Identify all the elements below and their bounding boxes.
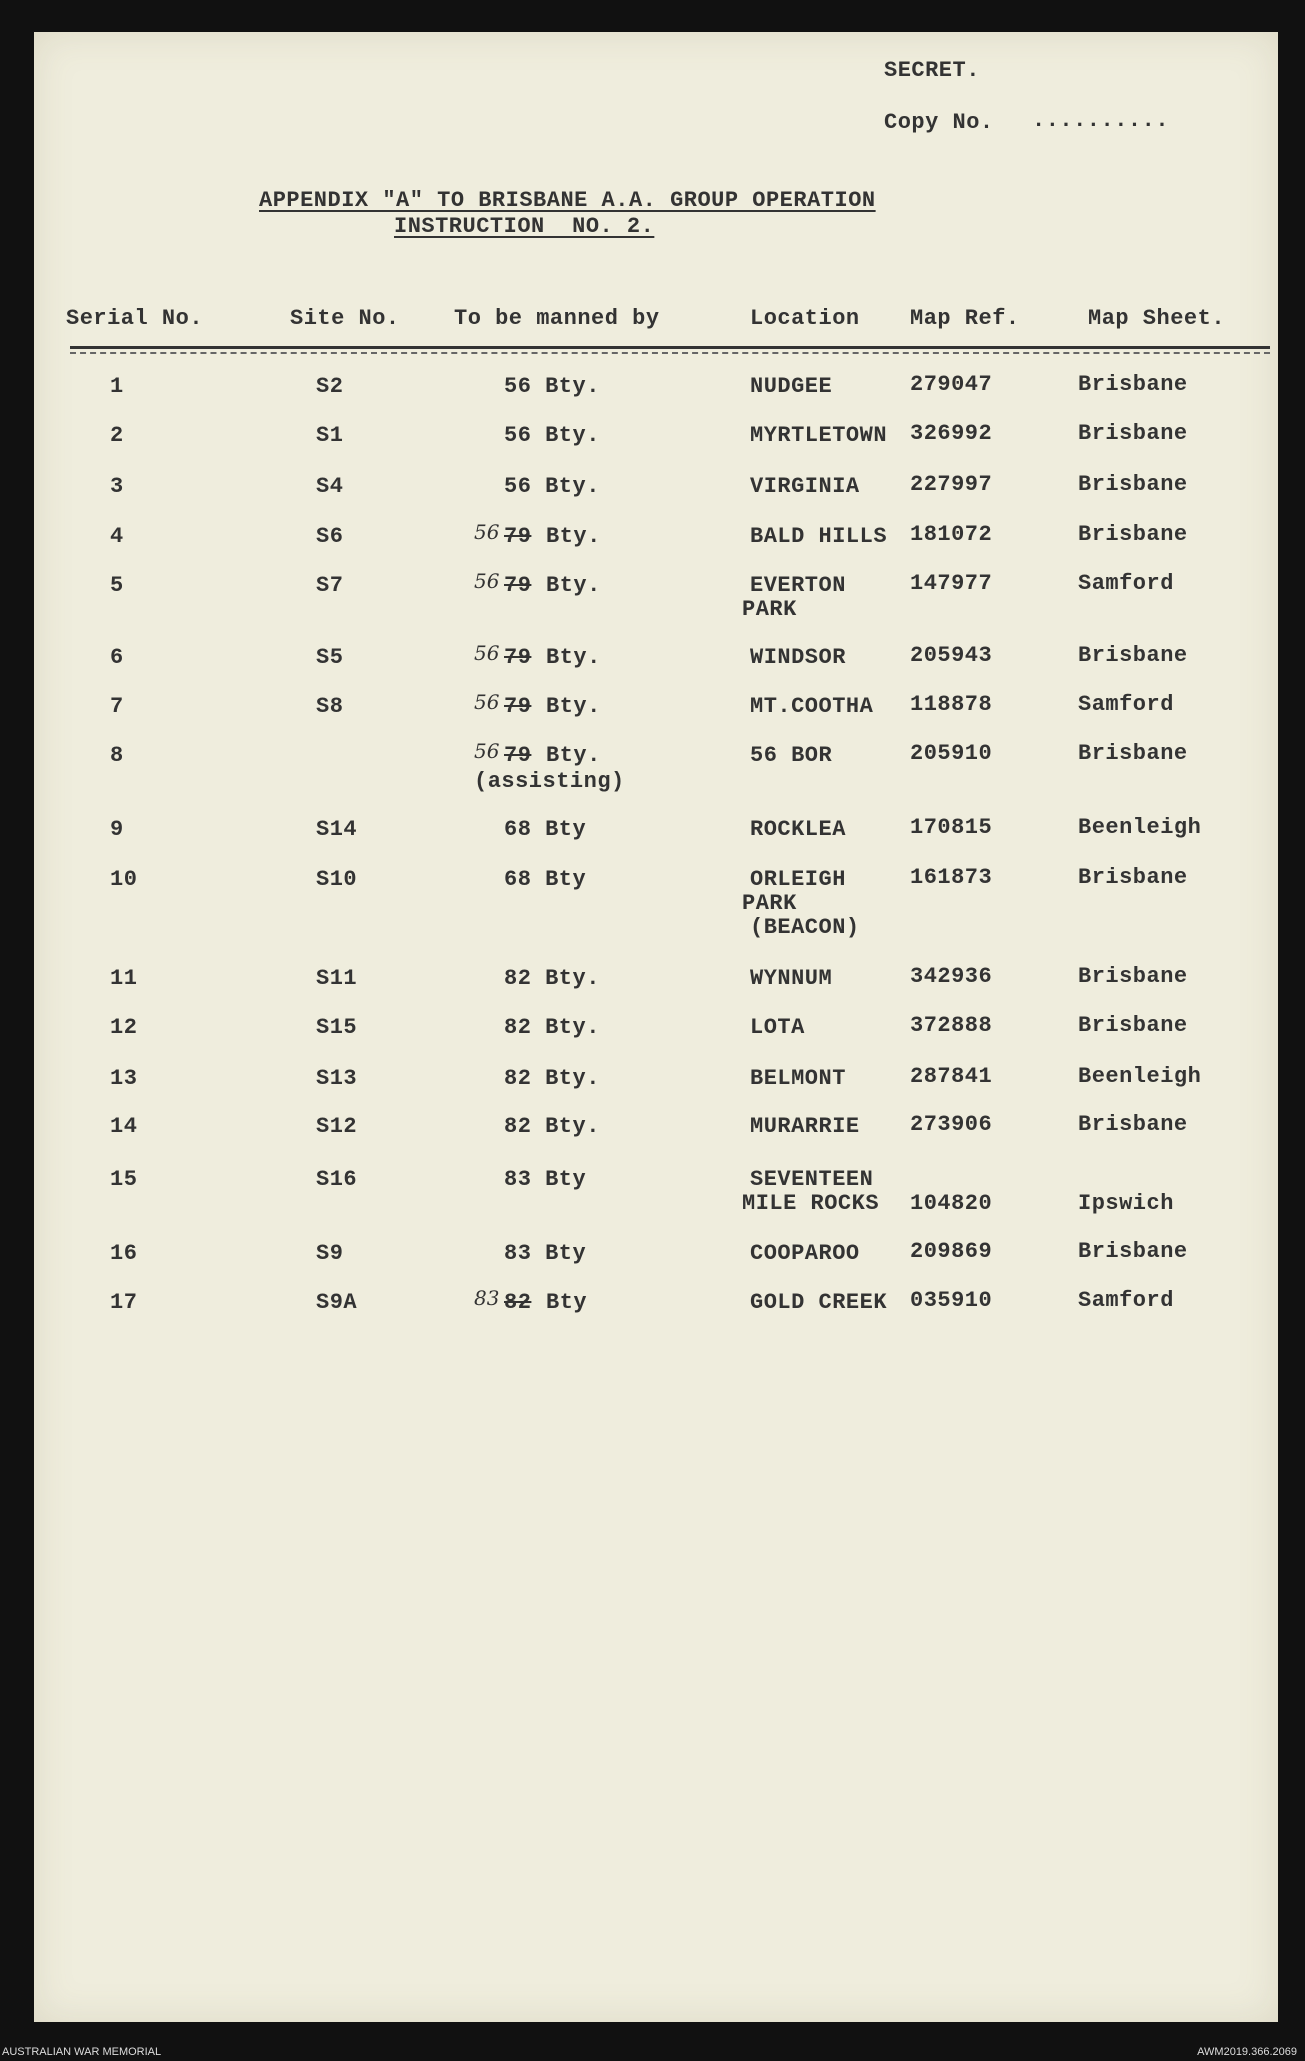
- struck-battery: 79: [504, 524, 532, 549]
- manned-cell: Bty.: [546, 694, 601, 719]
- map-ref-cell: 227997: [910, 472, 993, 497]
- location-line-2: MILE ROCKS: [742, 1191, 880, 1216]
- manned-cell: Bty: [546, 1290, 588, 1315]
- manned-cell: Bty.: [546, 743, 601, 768]
- manned-cell: 82 Bty.: [504, 1066, 600, 1091]
- serial-cell: 15: [110, 1167, 138, 1192]
- footer-credit: AUSTRALIAN WAR MEMORIAL: [2, 2046, 162, 2058]
- site-cell: S4: [316, 474, 344, 499]
- handwritten-correction: 56: [474, 690, 500, 714]
- map-ref-cell: 205943: [910, 643, 993, 668]
- site-cell: S14: [316, 817, 358, 842]
- location-cell: BALD HILLS: [750, 524, 888, 549]
- map-sheet-cell: Brisbane: [1078, 522, 1188, 547]
- location-cell: VIRGINIA: [750, 474, 860, 499]
- map-ref-cell: 287841: [910, 1064, 993, 1089]
- manned-cell: 68 Bty: [504, 867, 587, 892]
- col-site-header: Site No.: [290, 306, 400, 331]
- location-cell: COOPAROO: [750, 1241, 860, 1266]
- location-cell: ROCKLEA: [750, 817, 846, 842]
- serial-cell: 5: [110, 573, 124, 598]
- site-cell: S2: [316, 374, 344, 399]
- location-cell: MT.COOTHA: [750, 694, 874, 719]
- location-cell: EVERTON: [750, 573, 846, 598]
- title-line-2: INSTRUCTION NO. 2.: [394, 214, 655, 239]
- copy-number: ..........: [1032, 108, 1170, 133]
- serial-cell: 2: [110, 423, 124, 448]
- manned-cell: 82 Bty.: [504, 966, 600, 991]
- manned-cell: 56 Bty.: [504, 474, 600, 499]
- header-rule: [70, 346, 1270, 349]
- map-ref-cell: 209869: [910, 1239, 993, 1264]
- manned-cell: 56 Bty.: [504, 374, 600, 399]
- serial-cell: 12: [110, 1015, 138, 1040]
- site-cell: S5: [316, 645, 344, 670]
- map-sheet-cell: Brisbane: [1078, 1112, 1188, 1137]
- map-sheet-cell: Beenleigh: [1078, 1064, 1202, 1089]
- header-dash-rule: [70, 352, 1270, 354]
- map-sheet-cell: Beenleigh: [1078, 815, 1202, 840]
- site-cell: S11: [316, 966, 358, 991]
- manned-cell: 68 Bty: [504, 817, 587, 842]
- location-cell: WYNNUM: [750, 966, 833, 991]
- serial-cell: 14: [110, 1114, 138, 1139]
- map-sheet-cell: Samford: [1078, 692, 1174, 717]
- site-cell: S13: [316, 1066, 358, 1091]
- location-line-2: PARK: [742, 597, 797, 622]
- map-ref-cell: 342936: [910, 964, 993, 989]
- map-sheet-cell: Brisbane: [1078, 741, 1188, 766]
- map-ref-cell: 170815: [910, 815, 993, 840]
- map-ref-cell: 181072: [910, 522, 993, 547]
- title-line-1: APPENDIX "A" TO BRISBANE A.A. GROUP OPERATION: [259, 188, 876, 213]
- map-sheet-cell: Brisbane: [1078, 372, 1188, 397]
- map-ref-cell: 273906: [910, 1112, 993, 1137]
- map-ref-cell: 205910: [910, 741, 993, 766]
- site-cell: S10: [316, 867, 358, 892]
- struck-battery: 79: [504, 694, 532, 719]
- map-ref-cell: 161873: [910, 865, 993, 890]
- site-cell: S6: [316, 524, 344, 549]
- document-page: [34, 32, 1278, 2022]
- manned-cell: 82 Bty.: [504, 1015, 600, 1040]
- location-cell: ORLEIGH: [750, 867, 846, 892]
- map-ref-cell: 326992: [910, 421, 993, 446]
- map-ref-cell: 035910: [910, 1288, 993, 1313]
- handwritten-correction: 56: [474, 569, 500, 593]
- col-serial-header: Serial No.: [66, 306, 204, 331]
- col-manned-header: To be manned by: [454, 306, 660, 331]
- manned-note: (assisting): [474, 769, 625, 794]
- manned-cell: Bty.: [546, 645, 601, 670]
- site-cell: S16: [316, 1167, 358, 1192]
- serial-cell: 9: [110, 817, 124, 842]
- serial-cell: 7: [110, 694, 124, 719]
- serial-cell: 11: [110, 966, 138, 991]
- map-sheet-cell: Brisbane: [1078, 964, 1188, 989]
- location-cell: NUDGEE: [750, 374, 833, 399]
- serial-cell: 10: [110, 867, 138, 892]
- map-ref-cell: 147977: [910, 571, 993, 596]
- col-sheet-header: Map Sheet.: [1088, 306, 1226, 331]
- serial-cell: 1: [110, 374, 124, 399]
- map-ref-cell: 104820: [910, 1191, 993, 1216]
- site-cell: S12: [316, 1114, 358, 1139]
- map-sheet-cell: Brisbane: [1078, 643, 1188, 668]
- map-ref-cell: 118878: [910, 692, 993, 717]
- manned-cell: 83 Bty: [504, 1241, 587, 1266]
- site-cell: S9A: [316, 1290, 358, 1315]
- map-sheet-cell: Brisbane: [1078, 421, 1188, 446]
- site-cell: S7: [316, 573, 344, 598]
- location-cell: BELMONT: [750, 1066, 846, 1091]
- struck-battery: 79: [504, 645, 532, 670]
- struck-battery: 79: [504, 573, 532, 598]
- serial-cell: 4: [110, 524, 124, 549]
- location-cell: MURARRIE: [750, 1114, 860, 1139]
- location-cell: SEVENTEEN: [750, 1167, 874, 1192]
- handwritten-correction: 83: [474, 1286, 500, 1310]
- manned-cell: 82 Bty.: [504, 1114, 600, 1139]
- footer-accession: AWM2019.366.2069: [1197, 2046, 1297, 2058]
- serial-cell: 17: [110, 1290, 138, 1315]
- map-sheet-cell: Brisbane: [1078, 472, 1188, 497]
- handwritten-correction: 56: [474, 520, 500, 544]
- location-cell: LOTA: [750, 1015, 805, 1040]
- map-sheet-cell: Brisbane: [1078, 1013, 1188, 1038]
- handwritten-correction: 56: [474, 641, 500, 665]
- col-location-header: Location: [750, 306, 860, 331]
- map-ref-cell: 279047: [910, 372, 993, 397]
- manned-cell: Bty.: [546, 573, 601, 598]
- map-sheet-cell: Brisbane: [1078, 1239, 1188, 1264]
- handwritten-correction: 56: [474, 739, 500, 763]
- site-cell: S9: [316, 1241, 344, 1266]
- site-cell: S8: [316, 694, 344, 719]
- struck-battery: 79: [504, 743, 532, 768]
- location-line-3: (BEACON): [750, 915, 860, 940]
- site-cell: S15: [316, 1015, 358, 1040]
- manned-cell: 83 Bty: [504, 1167, 587, 1192]
- col-ref-header: Map Ref.: [910, 306, 1020, 331]
- location-cell: WINDSOR: [750, 645, 846, 670]
- serial-cell: 13: [110, 1066, 138, 1091]
- map-sheet-cell: Samford: [1078, 1288, 1174, 1313]
- map-sheet-cell: Brisbane: [1078, 865, 1188, 890]
- location-cell: GOLD CREEK: [750, 1290, 888, 1315]
- serial-cell: 6: [110, 645, 124, 670]
- struck-battery: 82: [504, 1290, 532, 1315]
- serial-cell: 8: [110, 743, 124, 768]
- serial-cell: 3: [110, 474, 124, 499]
- manned-cell: 56 Bty.: [504, 423, 600, 448]
- location-line-2: PARK: [742, 891, 797, 916]
- serial-cell: 16: [110, 1241, 138, 1266]
- location-cell: 56 BOR: [750, 743, 833, 768]
- location-cell: MYRTLETOWN: [750, 423, 888, 448]
- classification: SECRET.: [884, 58, 980, 83]
- copy-label: Copy No.: [884, 110, 994, 135]
- site-cell: S1: [316, 423, 344, 448]
- map-sheet-cell: Ipswich: [1078, 1191, 1174, 1216]
- manned-cell: Bty.: [546, 524, 601, 549]
- map-ref-cell: 372888: [910, 1013, 993, 1038]
- map-sheet-cell: Samford: [1078, 571, 1174, 596]
